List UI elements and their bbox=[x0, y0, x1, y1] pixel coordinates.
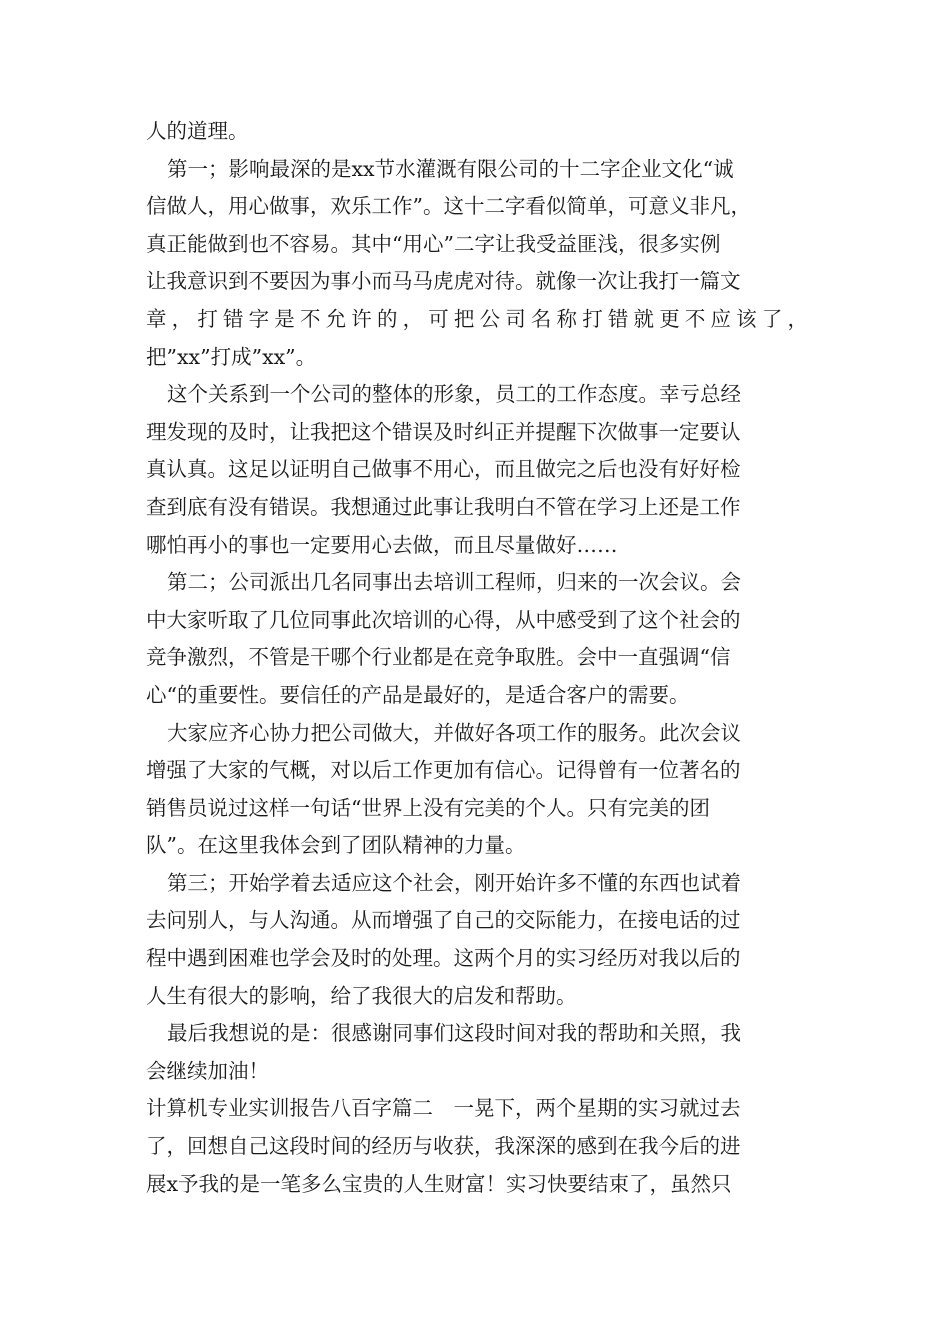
text-line: 人的道理。 bbox=[146, 119, 249, 143]
text-line: 第一；影响最深的是xx节水灌溉有限公司的十二字企业文化“诚 bbox=[167, 156, 734, 181]
text-line: 信做人，用心做事，欢乐工作”。这十二字看似简单，可意义非凡， bbox=[146, 194, 751, 219]
text-line: 这个关系到一个公司的整体的形象，员工的工作态度。幸亏总经 bbox=[167, 382, 741, 407]
document-body bbox=[146, 113, 808, 1203]
text-line: 查到底有没有错误。我想通过此事让我明白不管在学习上还是工作 bbox=[146, 494, 741, 519]
text-line: 会继续加油！ bbox=[146, 1058, 269, 1083]
text-line: 第三；开始学着去适应这个社会，刚开始许多不懂的东西也试着 bbox=[167, 870, 741, 895]
text-line: 展x予我的是一笔多么宝贵的人生财富！实习快要结束了，虽然只 bbox=[146, 1171, 732, 1196]
text-line: 队”。在这里我体会到了团队精神的力量。 bbox=[146, 833, 526, 858]
text-line: 理发现的及时，让我把这个错误及时纠正并提醒下次做事一定要认 bbox=[146, 419, 741, 444]
text-line: 计算机专业实训报告八百字篇二 一晃下，两个星期的实习就过去 bbox=[146, 1096, 741, 1121]
text-line: 大家应齐心协力把公司做大，并做好各项工作的服务。此次会议 bbox=[167, 720, 741, 745]
text-line: 让我意识到不要因为事小而马马虎虎对待。就像一次让我打一篇文 bbox=[146, 269, 741, 294]
text-line: 第二；公司派出几名同事出去培训工程师，归来的一次会议。会 bbox=[167, 570, 741, 595]
text-line: 去问别人，与人沟通。从而增强了自己的交际能力，在接电话的过 bbox=[146, 908, 741, 933]
text-line: 销售员说过这样一句话“世界上没有完美的个人。只有完美的团 bbox=[146, 795, 710, 820]
text-line: 增强了大家的气概，对以后工作更加有信心。记得曾有一位著名的 bbox=[146, 758, 741, 783]
text-line: 中大家听取了几位同事此次培训的心得，从中感受到了这个社会的 bbox=[146, 607, 741, 632]
text-line: 真认真。这足以证明自己做事不用心，而且做完之后也没有好好检 bbox=[146, 457, 741, 482]
text-line: 程中遇到困难也学会及时的处理。这两个月的实习经历对我以后的 bbox=[146, 946, 741, 971]
text-line: 了，回想自己这段时间的经历与收获，我深深的感到在我今后的进 bbox=[146, 1134, 741, 1159]
text-line: 最后我想说的是：很感谢同事们这段时间对我的帮助和关照，我 bbox=[167, 1021, 741, 1046]
text-line: 哪怕再小的事也一定要用心去做，而且尽量做好…… bbox=[146, 532, 618, 557]
text-line: 把”xx”打成”xx”。 bbox=[146, 344, 317, 369]
text-line: 人生有很大的影响，给了我很大的启发和帮助。 bbox=[146, 983, 577, 1008]
text-line: 心“的重要性。要信任的产品是最好的，是适合客户的需要。 bbox=[146, 682, 690, 707]
text-line: 章，打错字是不允许的，可把公司名称打错就更不应该了， bbox=[146, 306, 808, 331]
text-line: 竞争激烈，不管是干哪个行业都是在竞争取胜。会中一直强调“信 bbox=[146, 645, 731, 670]
text-line: 真正能做到也不容易。其中“用心”二字让我受益匪浅，很多实例 bbox=[146, 231, 721, 256]
